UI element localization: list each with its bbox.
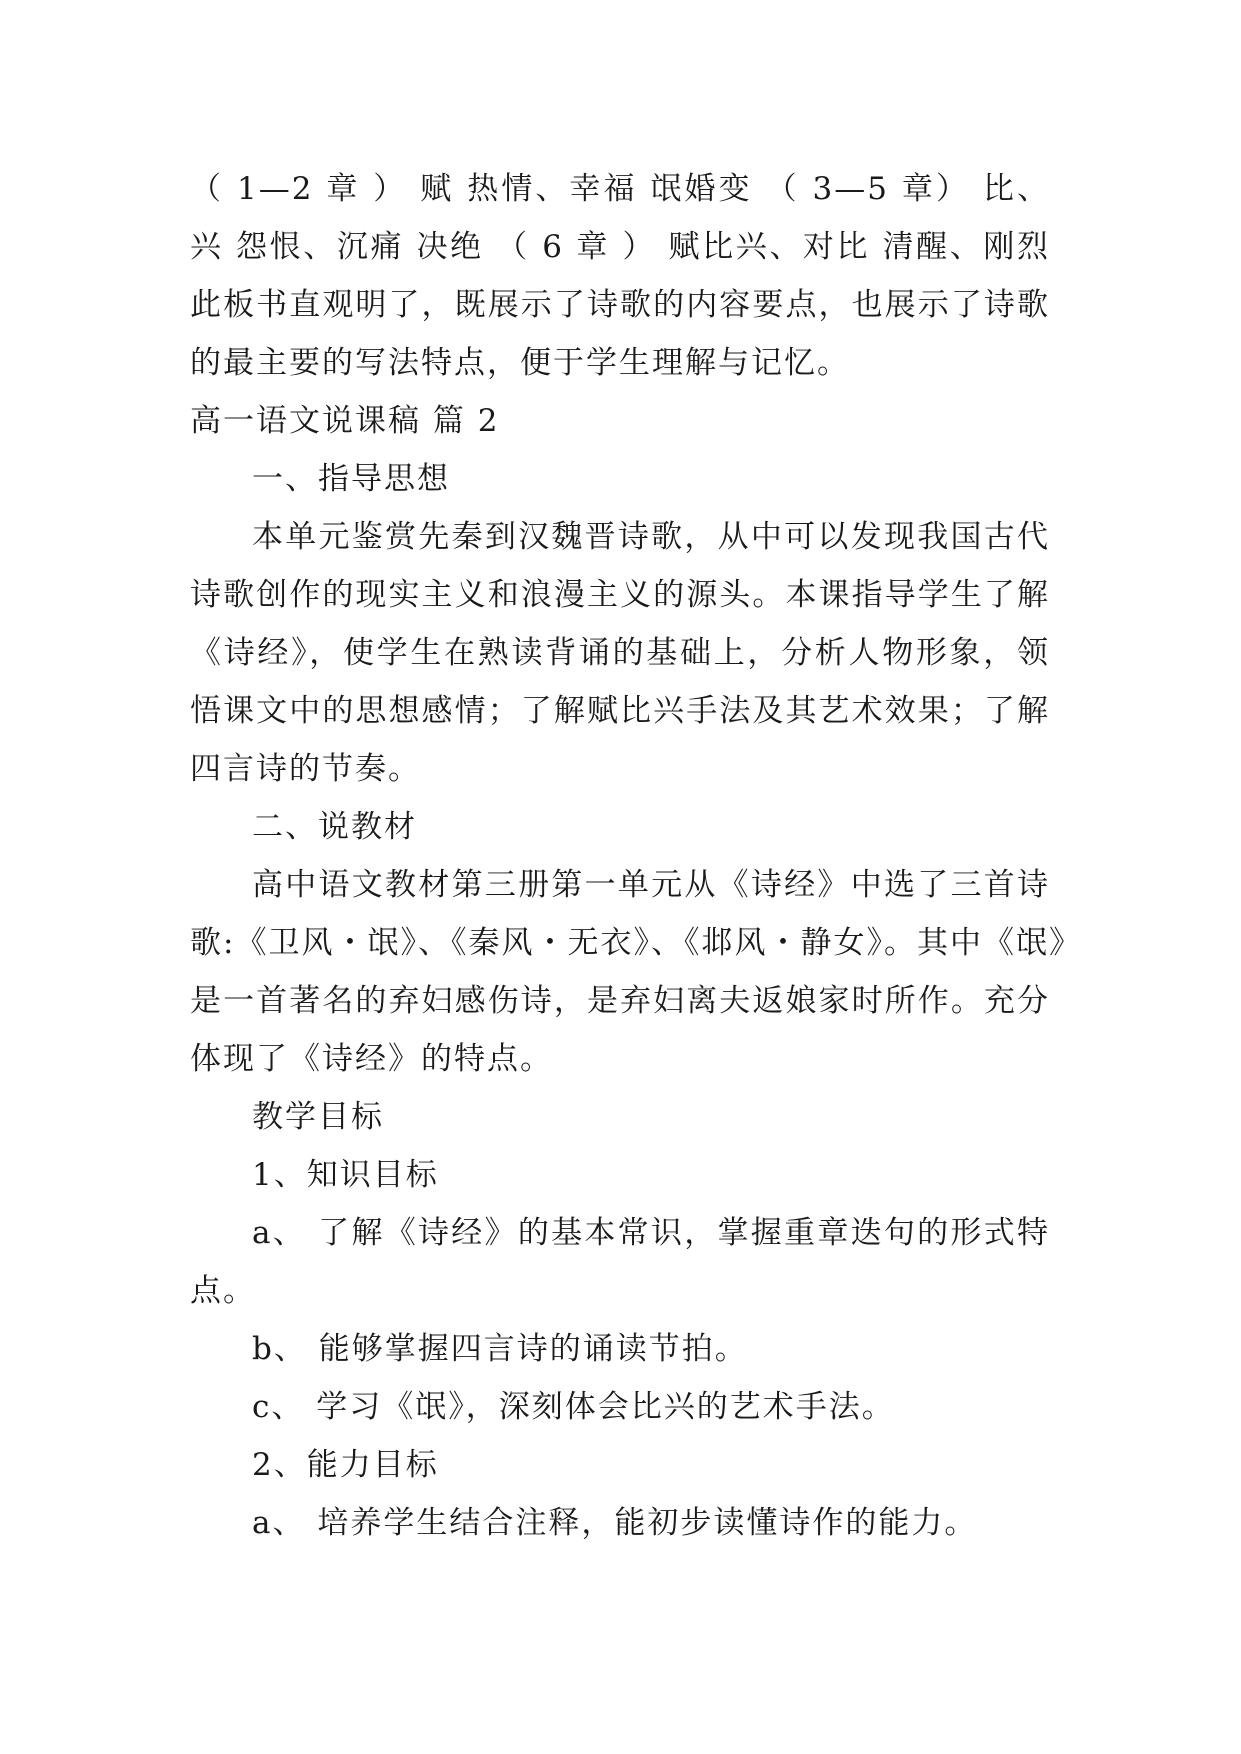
text-line: 2、能力目标 <box>252 1447 439 1483</box>
text-line: 一、指导思想 <box>252 461 450 497</box>
text-line: c、 学习《氓》，深刻体会比兴的艺术手法。 <box>252 1389 895 1425</box>
text-line: 是一首著名的弃妇感伤诗，是弃妇离夫返娘家时所作。充分 <box>190 983 1050 1019</box>
text-line: 的最主要的写法特点，便于学生理解与记忆。 <box>190 345 850 381</box>
text-line: a、 培养学生结合注释，能初步读懂诗作的能力。 <box>252 1505 978 1541</box>
text-line: 悟课文中的思想感情；了解赋比兴手法及其艺术效果；了解 <box>190 693 1050 729</box>
text-line: 兴 怨恨、沉痛 决绝 （ 6 章 ） 赋比兴、对比 清醒、刚烈 <box>190 229 1050 265</box>
text-line: 二、说教材 <box>252 809 417 845</box>
document-body <box>190 160 1082 1552</box>
text-line: 高一语文说课稿 篇 2 <box>190 403 500 439</box>
text-line: 四言诗的节奏。 <box>190 751 421 787</box>
text-line: 《诗经》，使学生在熟读背诵的基础上，分析人物形象，领 <box>190 635 1050 671</box>
text-line: 此板书直观明了，既展示了诗歌的内容要点，也展示了诗歌 <box>190 287 1050 323</box>
text-line: 高中语文教材第三册第一单元从《诗经》中选了三首诗 <box>252 867 1050 903</box>
text-line: 1、知识目标 <box>252 1157 439 1193</box>
text-line: a、 了解《诗经》的基本常识，掌握重章迭句的形式特 <box>252 1215 1050 1251</box>
text-line: 体现了《诗经》的特点。 <box>190 1041 553 1077</box>
text-line: 教学目标 <box>252 1099 384 1135</box>
text-line: b、 能够掌握四言诗的诵读节拍。 <box>252 1331 748 1367</box>
text-line: 点。 <box>190 1273 256 1309</box>
text-line: 诗歌创作的现实主义和浪漫主义的源头。本课指导学生了解 <box>190 577 1050 613</box>
text-line: （ 1—2 章 ） 赋 热情、幸福 氓婚变 （ 3—5 章） 比、 <box>190 171 1050 207</box>
text-line: 歌:《卫风・氓》、《秦风・无衣》、《邶风・静女》。其中《氓》 <box>190 925 1082 961</box>
text-line: 本单元鉴赏先秦到汉魏晋诗歌，从中可以发现我国古代 <box>252 519 1050 555</box>
